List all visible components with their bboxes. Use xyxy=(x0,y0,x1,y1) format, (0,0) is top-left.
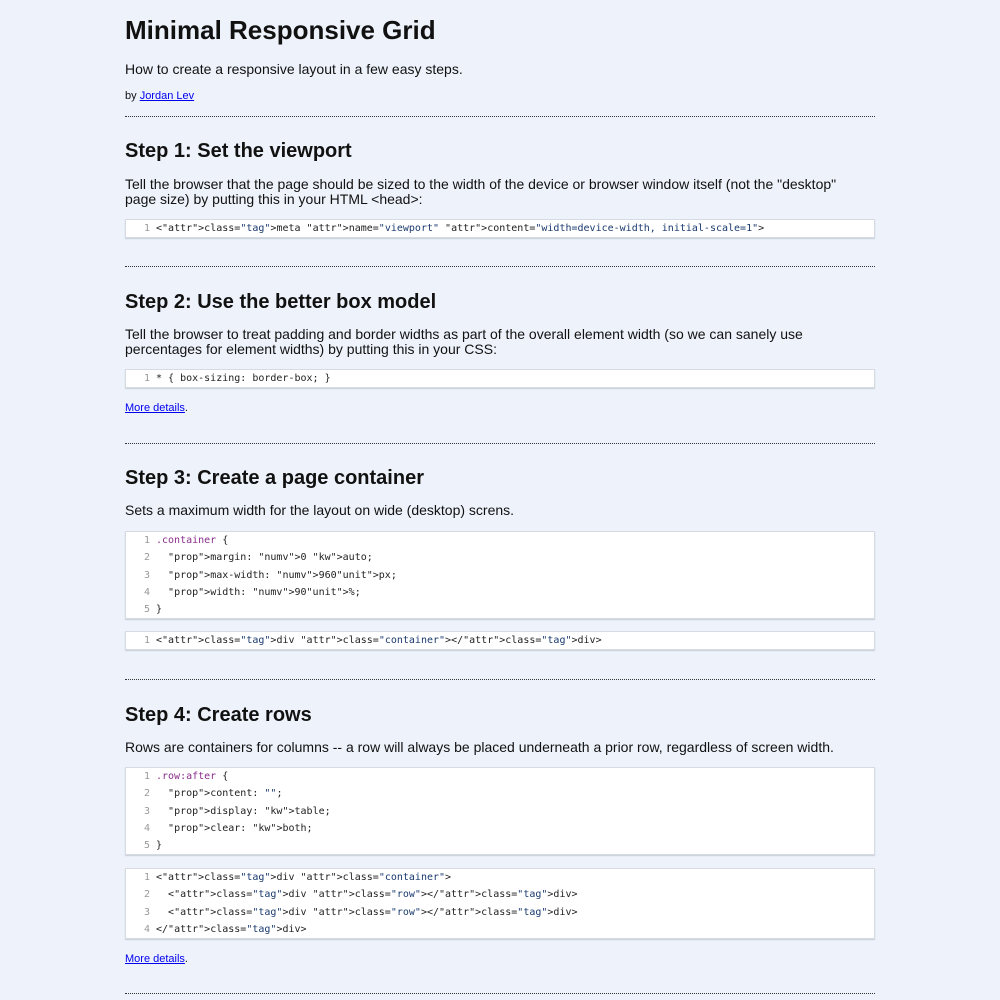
step3-css-block[interactable] xyxy=(125,531,875,619)
code-line xyxy=(126,532,874,549)
code-line xyxy=(126,820,874,837)
code-text: <"attr">class="tag">meta "attr">name="viewport" "attr">content="width=device-width, initial-scale=1"> xyxy=(156,223,765,235)
code-line xyxy=(126,584,874,601)
code-line xyxy=(126,785,874,802)
line-number: 1 xyxy=(143,535,150,547)
line-number: 1 xyxy=(143,872,150,884)
byline xyxy=(125,90,194,103)
code-text: <"attr">class="tag">div "attr">class="row"></"attr">class="tag">div> xyxy=(156,906,578,918)
code-text: "prop">max-width: "numv">960"unit">px; xyxy=(168,569,397,581)
step2-text: Tell the browser to treat padding and border widths as part of the overall element width (so we can sanely use percentages for element widths) by putting this in your CSS: xyxy=(125,326,803,357)
line-number: 5 xyxy=(143,604,150,616)
code-text: <"attr">class="tag">div "attr">class="row"></"attr">class="tag">div> xyxy=(156,889,578,901)
code-line xyxy=(126,632,874,649)
line-number: 2 xyxy=(143,889,150,901)
step3-heading: Step 3: Create a page container xyxy=(125,467,424,489)
code-text: "prop">margin: "numv">0 "kw">auto; xyxy=(168,552,373,564)
more-details-link[interactable]: More details xyxy=(125,402,185,414)
divider xyxy=(125,116,875,117)
code-text: <"attr">class="tag">div "attr">class="container"> xyxy=(156,872,452,884)
line-number: 4 xyxy=(143,822,150,834)
code-line xyxy=(126,601,874,618)
line-number: 3 xyxy=(143,805,150,817)
step2-code-block[interactable] xyxy=(125,369,875,388)
code-line xyxy=(126,220,874,237)
step3-text: Sets a maximum width for the layout on wide (desktop) screns. xyxy=(125,502,515,518)
code-text: "prop">display: "kw">table; xyxy=(168,805,331,817)
divider xyxy=(125,443,875,444)
step2-more xyxy=(125,402,188,415)
divider xyxy=(125,266,875,267)
line-number: 4 xyxy=(143,586,150,598)
code-text: } xyxy=(156,604,163,616)
code-line xyxy=(126,370,874,387)
code-text: .container { xyxy=(156,535,229,547)
step4-more xyxy=(125,953,188,966)
code-text: "prop">content: ""; xyxy=(168,788,283,800)
code-line xyxy=(126,904,874,921)
code-text: "prop">width: "numv">90"unit">%; xyxy=(168,586,361,598)
page-subtitle: How to create a responsive layout in a few easy steps. xyxy=(125,61,463,77)
code-line xyxy=(126,567,874,584)
page-title: Minimal Responsive Grid xyxy=(125,15,436,45)
step1-text: Tell the browser that the page should be sized to the width of the device or browser window itself (not the "desktop" page size) by putting this in your HTML <head>: xyxy=(125,176,837,207)
code-text: } xyxy=(156,840,163,852)
line-number: 1 xyxy=(143,635,150,647)
step4-html-block[interactable] xyxy=(125,868,875,939)
code-line xyxy=(126,869,874,886)
code-text: "prop">clear: "kw">both; xyxy=(168,822,313,834)
divider xyxy=(125,993,875,994)
code-text: </"attr">class="tag">div> xyxy=(156,923,307,935)
step2-heading: Step 2: Use the better box model xyxy=(125,291,437,313)
code-line xyxy=(126,549,874,566)
step1-code-block[interactable] xyxy=(125,219,875,238)
code-text: * { box-sizing: border-box; } xyxy=(156,373,331,385)
code-line xyxy=(126,768,874,785)
code-line xyxy=(126,886,874,903)
line-number: 5 xyxy=(143,840,150,852)
code-line xyxy=(126,921,874,938)
byline-prefix: by xyxy=(125,90,140,102)
line-number: 2 xyxy=(143,788,150,800)
code-text: <"attr">class="tag">div "attr">class="container"></"attr">class="tag">div> xyxy=(156,635,602,647)
code-text: .row:after { xyxy=(156,771,229,783)
step4-heading: Step 4: Create rows xyxy=(125,704,312,726)
line-number: 1 xyxy=(143,771,150,783)
punctuation: . xyxy=(184,402,188,414)
more-details-link[interactable]: More details xyxy=(125,953,185,965)
step1-heading: Step 1: Set the viewport xyxy=(125,140,352,162)
code-line xyxy=(126,803,874,820)
line-number: 4 xyxy=(143,923,150,935)
step4-css-block[interactable] xyxy=(125,767,875,855)
punctuation: . xyxy=(184,953,188,965)
divider xyxy=(125,679,875,680)
line-number: 3 xyxy=(143,906,150,918)
line-number: 1 xyxy=(143,223,150,235)
line-number: 1 xyxy=(143,373,150,385)
line-number: 2 xyxy=(143,552,150,564)
code-line xyxy=(126,837,874,854)
step4-text: Rows are containers for columns -- a row will always be placed underneath a prior row, regardless of screen width. xyxy=(125,739,834,755)
line-number: 3 xyxy=(143,569,150,581)
step3-html-block[interactable] xyxy=(125,631,875,650)
author-link[interactable]: Jordan Lev xyxy=(139,90,195,102)
